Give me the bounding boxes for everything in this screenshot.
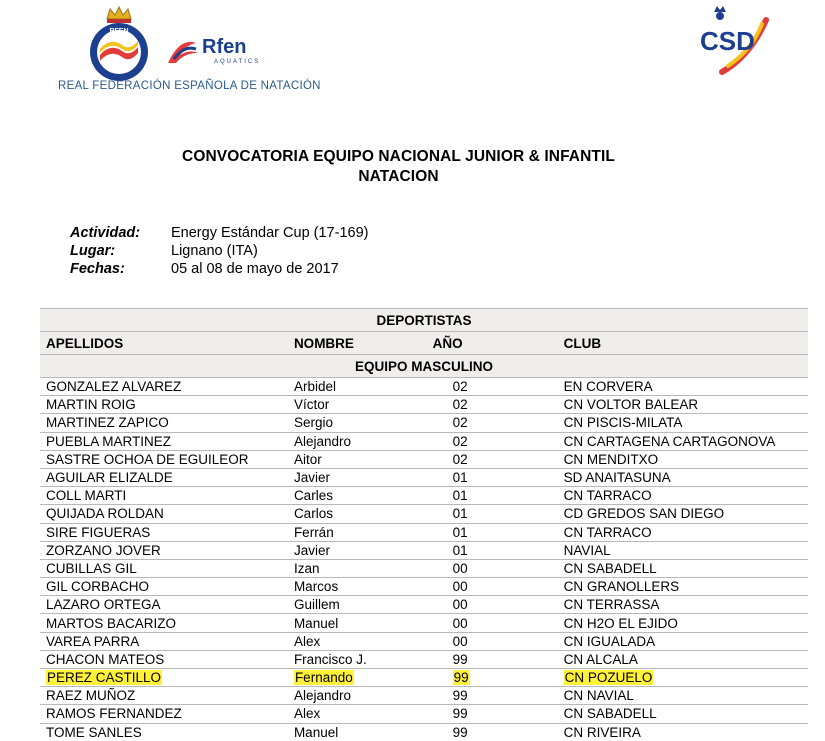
cell-apellidos-text: COLL MARTI bbox=[46, 488, 127, 504]
rfen-crest-logo bbox=[80, 5, 158, 83]
cell-nombre bbox=[288, 432, 427, 450]
cell-nombre-text: Carles bbox=[293, 488, 333, 504]
cell-anio-text: 00 bbox=[452, 579, 468, 595]
rfen-brand-text: Rfen bbox=[202, 36, 247, 58]
cell-club bbox=[558, 596, 808, 614]
cell-anio-text: 01 bbox=[452, 506, 468, 522]
cell-nombre-text: Sergio bbox=[293, 415, 333, 431]
cell-nombre bbox=[288, 650, 427, 668]
cell-nombre bbox=[288, 705, 427, 723]
table-row bbox=[40, 541, 808, 559]
cell-nombre-text: Alex bbox=[293, 633, 321, 649]
cell-club-text: CN GRANOLLERS bbox=[563, 579, 680, 595]
table-row bbox=[40, 414, 808, 432]
cell-anio-text: 00 bbox=[452, 560, 468, 576]
cell-club bbox=[558, 396, 808, 414]
cell-club-text: CN IGUALADA bbox=[563, 633, 656, 649]
cell-apellidos-text: RAMOS FERNANDEZ bbox=[46, 706, 182, 722]
federation-name: REAL FEDERACIÓN ESPAÑOLA DE NATACIÓN bbox=[58, 80, 321, 92]
cell-anio bbox=[427, 487, 558, 505]
cell-anio bbox=[427, 578, 558, 596]
cell-anio bbox=[427, 523, 558, 541]
cell-club-text: CN TERRASSA bbox=[563, 597, 660, 613]
cell-club-text: SD ANAITASUNA bbox=[563, 470, 671, 486]
cell-club bbox=[558, 650, 808, 668]
cell-nombre-text: Javier bbox=[293, 542, 330, 558]
detail-label: Actividad: bbox=[70, 225, 141, 241]
cell-nombre-text: Manuel bbox=[293, 615, 339, 631]
detail-label: Lugar: bbox=[70, 243, 116, 259]
cell-apellidos-text: MARTOS BACARIZO bbox=[46, 615, 177, 631]
cell-club bbox=[558, 687, 808, 705]
cell-nombre bbox=[288, 559, 427, 577]
cell-apellidos-text: PUEBLA MARTINEZ bbox=[46, 433, 172, 449]
cell-club-text: CD GREDOS SAN DIEGO bbox=[563, 506, 725, 522]
cell-apellidos bbox=[40, 723, 288, 741]
rfen-brand-subtext: AQUATICS bbox=[214, 59, 261, 65]
column-header-anio: AÑO bbox=[427, 332, 558, 355]
cell-club bbox=[558, 614, 808, 632]
cell-apellidos-text: RAEZ MUÑOZ bbox=[46, 688, 136, 704]
cell-apellidos-text: QUIJADA ROLDAN bbox=[46, 506, 164, 522]
cell-nombre bbox=[288, 396, 427, 414]
cell-anio-text: 01 bbox=[452, 470, 468, 486]
cell-anio bbox=[427, 705, 558, 723]
cell-nombre-text: Arbidel bbox=[293, 379, 336, 395]
cell-anio-text: 01 bbox=[452, 524, 468, 540]
table-row bbox=[40, 378, 808, 396]
table-row bbox=[40, 669, 808, 687]
cell-anio bbox=[427, 414, 558, 432]
cell-club bbox=[558, 487, 808, 505]
cell-club bbox=[558, 505, 808, 523]
cell-anio bbox=[427, 614, 558, 632]
athletes-table bbox=[40, 308, 808, 741]
cell-anio-text: 01 bbox=[452, 542, 468, 558]
cell-apellidos bbox=[40, 487, 288, 505]
cell-apellidos bbox=[40, 632, 288, 650]
column-header-club: CLUB bbox=[558, 332, 808, 355]
detail-value: Lignano (ITA) bbox=[171, 243, 258, 259]
cell-apellidos bbox=[40, 705, 288, 723]
cell-nombre-text: Alejandro bbox=[293, 688, 351, 704]
cell-anio bbox=[427, 632, 558, 650]
cell-apellidos-text: GONZALEZ ALVAREZ bbox=[46, 379, 182, 395]
rfen-aquatics-logo bbox=[166, 33, 276, 67]
column-header-apellidos: APELLIDOS bbox=[40, 332, 288, 355]
cell-anio-text: 01 bbox=[452, 488, 468, 504]
cell-club bbox=[558, 468, 808, 486]
cell-club bbox=[558, 705, 808, 723]
cell-nombre bbox=[288, 614, 427, 632]
column-header-row bbox=[40, 332, 808, 355]
table-row bbox=[40, 705, 808, 723]
cell-nombre-text: Manuel bbox=[293, 724, 339, 740]
cell-anio bbox=[427, 396, 558, 414]
cell-club-text: CN SABADELL bbox=[563, 706, 657, 722]
cell-club-text: CN PISCIS-MILATA bbox=[563, 415, 683, 431]
table-row bbox=[40, 505, 808, 523]
cell-anio bbox=[427, 541, 558, 559]
cell-club bbox=[558, 414, 808, 432]
table-row bbox=[40, 523, 808, 541]
cell-nombre bbox=[288, 450, 427, 468]
table-row bbox=[40, 596, 808, 614]
cell-apellidos-text: TOME SANLES bbox=[46, 724, 142, 740]
cell-nombre bbox=[288, 541, 427, 559]
cell-apellidos bbox=[40, 541, 288, 559]
cell-club bbox=[558, 632, 808, 650]
cell-nombre-text: Alex bbox=[293, 706, 321, 722]
table-row bbox=[40, 396, 808, 414]
cell-apellidos bbox=[40, 468, 288, 486]
cell-nombre-text: Francisco J. bbox=[293, 651, 367, 667]
cell-apellidos bbox=[40, 578, 288, 596]
cell-club bbox=[558, 378, 808, 396]
cell-apellidos-text: SIRE FIGUERAS bbox=[46, 524, 151, 540]
cell-nombre-text: Aitor bbox=[293, 451, 322, 467]
cell-nombre-text: Carlos bbox=[293, 506, 333, 522]
cell-club-text: CN MENDITXO bbox=[563, 451, 659, 467]
cell-apellidos bbox=[40, 687, 288, 705]
cell-apellidos-text: MARTINEZ ZAPICO bbox=[46, 415, 169, 431]
cell-apellidos-text: CUBILLAS GIL bbox=[46, 560, 137, 576]
table-row bbox=[40, 687, 808, 705]
cell-club-text: CN ALCALA bbox=[563, 651, 638, 667]
detail-label: Fechas: bbox=[70, 261, 125, 277]
cell-nombre-text: Marcos bbox=[293, 579, 339, 595]
table-row bbox=[40, 632, 808, 650]
cell-nombre-text: Fernando bbox=[294, 670, 353, 686]
cell-anio-text: 00 bbox=[452, 615, 468, 631]
table-row bbox=[40, 650, 808, 668]
cell-anio-text: 99 bbox=[453, 670, 469, 686]
cell-nombre bbox=[288, 723, 427, 741]
rfen-crest-text: RFEN bbox=[109, 28, 129, 35]
table-row bbox=[40, 559, 808, 577]
cell-nombre bbox=[288, 468, 427, 486]
cell-nombre bbox=[288, 487, 427, 505]
cell-club bbox=[558, 723, 808, 741]
cell-nombre-text: Javier bbox=[293, 470, 330, 486]
cell-apellidos-text: LAZARO ORTEGA bbox=[46, 597, 161, 613]
cell-nombre bbox=[288, 414, 427, 432]
cell-club bbox=[558, 669, 808, 687]
cell-club bbox=[558, 559, 808, 577]
cell-anio bbox=[427, 378, 558, 396]
cell-anio bbox=[427, 450, 558, 468]
table-row bbox=[40, 487, 808, 505]
cell-apellidos-text: CHACON MATEOS bbox=[46, 651, 165, 667]
csd-logo bbox=[700, 6, 772, 78]
cell-apellidos-text: SASTRE OCHOA DE EGUILEOR bbox=[46, 451, 249, 467]
table-row bbox=[40, 723, 808, 741]
cell-nombre bbox=[288, 687, 427, 705]
cell-anio bbox=[427, 723, 558, 741]
column-header-nombre: NOMBRE bbox=[288, 332, 427, 355]
cell-apellidos bbox=[40, 669, 288, 687]
cell-apellidos bbox=[40, 414, 288, 432]
cell-nombre-text: Guillem bbox=[293, 597, 340, 613]
cell-club-text: CN RIVEIRA bbox=[563, 724, 641, 740]
cell-club bbox=[558, 432, 808, 450]
cell-anio-text: 02 bbox=[452, 379, 468, 395]
cell-nombre-text: Izan bbox=[293, 560, 320, 576]
cell-anio bbox=[427, 596, 558, 614]
cell-apellidos-text: AGUILAR ELIZALDE bbox=[46, 470, 173, 486]
cell-apellidos bbox=[40, 596, 288, 614]
cell-anio-text: 02 bbox=[452, 397, 468, 413]
cell-club bbox=[558, 523, 808, 541]
cell-anio-text: 02 bbox=[452, 433, 468, 449]
cell-nombre bbox=[288, 505, 427, 523]
cell-apellidos-text: ZORZANO JOVER bbox=[46, 542, 161, 558]
cell-club-text: CN TARRACO bbox=[563, 488, 652, 504]
cell-anio-text: 00 bbox=[452, 633, 468, 649]
cell-apellidos-text: VAREA PARRA bbox=[46, 633, 140, 649]
detail-value: Energy Estándar Cup (17-169) bbox=[171, 225, 369, 241]
table-row bbox=[40, 614, 808, 632]
cell-club-text: CN POZUELO bbox=[564, 670, 653, 686]
cell-apellidos-text: MARTIN ROIG bbox=[46, 397, 136, 413]
cell-club-text: EN CORVERA bbox=[563, 379, 653, 395]
cell-nombre bbox=[288, 632, 427, 650]
cell-anio bbox=[427, 432, 558, 450]
section-title: DEPORTISTAS bbox=[40, 309, 808, 332]
cell-anio-text: 00 bbox=[452, 597, 468, 613]
cell-apellidos bbox=[40, 396, 288, 414]
cell-anio bbox=[427, 468, 558, 486]
cell-apellidos bbox=[40, 523, 288, 541]
cell-nombre bbox=[288, 523, 427, 541]
cell-club-text: CN NAVIAL bbox=[563, 688, 634, 704]
cell-anio bbox=[427, 687, 558, 705]
cell-anio-text: 99 bbox=[452, 724, 468, 740]
cell-anio-text: 02 bbox=[452, 415, 468, 431]
cell-club-text: CN TARRACO bbox=[563, 524, 652, 540]
cell-apellidos-text: PEREZ CASTILLO bbox=[47, 670, 162, 686]
detail-value: 05 al 08 de mayo de 2017 bbox=[171, 261, 339, 277]
csd-logo-text: CSD bbox=[700, 26, 755, 56]
cell-nombre-text: Alejandro bbox=[293, 433, 351, 449]
cell-apellidos bbox=[40, 432, 288, 450]
table-row bbox=[40, 468, 808, 486]
cell-anio-text: 02 bbox=[452, 451, 468, 467]
cell-club-text: NAVIAL bbox=[563, 542, 611, 558]
table-row bbox=[40, 578, 808, 596]
table-row bbox=[40, 450, 808, 468]
cell-club-text: CN H2O EL EJIDO bbox=[563, 615, 678, 631]
cell-anio bbox=[427, 669, 558, 687]
cell-club bbox=[558, 578, 808, 596]
cell-apellidos bbox=[40, 378, 288, 396]
cell-apellidos bbox=[40, 505, 288, 523]
cell-club-text: CN CARTAGENA CARTAGONOVA bbox=[563, 433, 776, 449]
group-title: EQUIPO MASCULINO bbox=[40, 355, 808, 378]
cell-nombre-text: Víctor bbox=[293, 397, 330, 413]
cell-apellidos-text: GIL CORBACHO bbox=[46, 579, 150, 595]
cell-nombre bbox=[288, 378, 427, 396]
cell-club bbox=[558, 450, 808, 468]
cell-anio bbox=[427, 650, 558, 668]
cell-apellidos bbox=[40, 450, 288, 468]
cell-nombre-text: Ferrán bbox=[293, 524, 334, 540]
cell-club-text: CN VOLTOR BALEAR bbox=[563, 397, 699, 413]
cell-anio bbox=[427, 559, 558, 577]
section-header-row bbox=[40, 309, 808, 332]
cell-anio-text: 99 bbox=[452, 688, 468, 704]
cell-apellidos bbox=[40, 650, 288, 668]
document-subtitle: NATACION bbox=[358, 168, 439, 185]
cell-nombre bbox=[288, 669, 427, 687]
cell-apellidos bbox=[40, 614, 288, 632]
cell-nombre bbox=[288, 578, 427, 596]
cell-anio bbox=[427, 505, 558, 523]
cell-anio-text: 99 bbox=[452, 706, 468, 722]
document-title: CONVOCATORIA EQUIPO NACIONAL JUNIOR & INFANTIL bbox=[182, 148, 615, 165]
cell-club-text: CN SABADELL bbox=[563, 560, 657, 576]
table-row bbox=[40, 432, 808, 450]
cell-anio-text: 99 bbox=[452, 651, 468, 667]
group-header-row bbox=[40, 355, 808, 378]
cell-nombre bbox=[288, 596, 427, 614]
cell-apellidos bbox=[40, 559, 288, 577]
cell-club bbox=[558, 541, 808, 559]
